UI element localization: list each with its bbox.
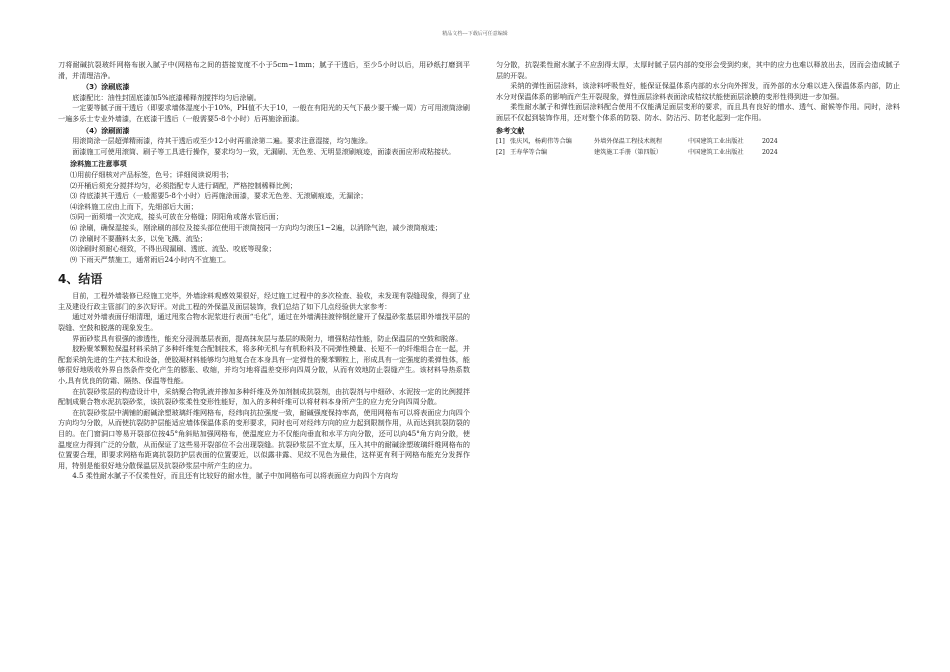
notes-heading: 涂料施工注意事项 — [70, 159, 127, 169]
note-item: ⑼ 下雨天严禁施工，通常雨后24小时内不宜施工。 — [70, 254, 231, 264]
reference-item — [496, 147, 900, 158]
reference-year: 2024 — [762, 138, 778, 146]
body-paragraph: 柔性耐水腻子和弹性面层涂料配合使用不仅能满足面层变形的要求，而且具有良好的憎水、透气、耐候等作用。同时，涂料面层不仅起到装饰作用，还对整个体系的防裂、防水、防沾污、防老化起到一定作用。 — [496, 102, 900, 122]
reference-number: [2] — [496, 149, 505, 157]
reference-publisher: 中国建筑工业出版社 — [688, 138, 744, 146]
references-heading: 参考文献 — [496, 125, 525, 135]
right-column — [496, 60, 900, 158]
reference-title: 建筑施工手册（第四版） — [594, 149, 663, 157]
topcoat-paragraph: 用滚筒涂一层超弹精雨漆，待其干透后或至少12小时再重涂第二遍。要求注意湿接，均匀施涂。 — [72, 136, 373, 146]
note-item: ⑷涂料施工应由上而下，先细部后大面； — [70, 201, 198, 211]
conclusion-paragraph: 4.5 柔性耐水腻子不仅柔性好，而且还有比较好的耐水性，腻子中加网格布可以将表面应力向四个方向均 — [72, 471, 398, 481]
conclusion-paragraph: 胶粉聚苯颗粒保温材料采纳了多种纤维复合配制技术，将多种无机与有机粉料及不同弹性模量、长短不一的纤维组合在一起，并配套采纳先进的生产技术和设备，使胶凝材料能够均匀地复合在本身具有一定弹性的聚苯颗粒上，形成具有一定强度的柔弹性体，能够很好地吸收外界自然条件变化产生的膨胀、收缩，并均匀地将温差变形向四周分散，从而有效地防止裂缝产生。该材料导热系数小,具有优良的防霜、隔热、保温等性能。 — [58, 344, 470, 386]
note-item: ⑶ 待底漆其干透后（一般需要5-8个小时）后再施涂面漆，要求无色差、无滚刷痕迹，无漏涂； — [70, 191, 368, 201]
primer-paragraph: 一定要等腻子面干透后（即要求墙体湿度小于10%，PH值不大于10，一般在有阳光的天气下最少要干燥一周）方可用滚筒涂刷一遍多乐士专业外墙漆，在底漆干透后（一般需要5-8个小时）后再施涂面漆。 — [58, 103, 470, 123]
note-item: ⑸同一面须墙一次完成，接头可放在分格缝；阴阳角或落水管后面； — [70, 212, 283, 222]
left-column — [58, 60, 470, 482]
subheading-primer: （3）涂刷底漆 — [82, 82, 130, 92]
conclusion-paragraph: 通过对外墙表面仔细清理，通过甩浆合物水泥浆进行表面“毛化”，通过在外墙满挂渡锌钢丝避开了保温砂浆基层即外墙找平层的裂缝、空鼓和脱落的现象发生。 — [58, 312, 470, 333]
intro-paragraph: 刀将耐碱抗裂玻纤网格布嵌入腻子中(网格布之间的搭接宽度不小于5cm~1mm；腻子干透后，至少5小时以后，用砂纸打磨到平滑，并清理洁净。 — [58, 60, 470, 80]
primer-paragraph: 底漆配比：油性封固底漆加5%底漆稀释剂搅拌均匀后涂刷。 — [72, 92, 261, 102]
reference-item — [496, 136, 900, 147]
conclusion-paragraph: 目前，工程外墙装修已经施工完毕，外墙涂料观感效果很好，经过施工过程中的多次检查、验收，未发现有裂缝现象，得到了业主及建设行政主管部门的多次好评。对此工程的外保温及面层装饰，我们总结了如下几点经验供大家参考： — [58, 291, 470, 311]
conclusion-paragraph: 在抗裂砂浆层中满铺的耐碱涂塑玻璃纤维网格布，经纬向抗拉强度一致，耐碱强度保持率高，使用网格布可以将表面应力向四个方向均匀分散，从而使抗裂防护层能适应墙体保温体系的变形要求，同时也可对经纬方向的应力起到限制作用，从而达到抗裂防裂的目的。在门窗洞口等易开裂部位按45°角斜贴加强网格布，使温度应力不仅能向垂直和水平方向分散，还可以向45°角方向分散，使温度应力得到广泛的分散，从而保证了这些易开裂部位不会出现裂缝。抗裂砂浆层不宜太厚，压入其中的耐碱涂塑玻璃纤维网格布的位置要合理，即要求网格布距离抗裂防护层表面的位置要近，以似露非露、见纹不见色为最佳，这样更有利于网格布能充分发挥作用，特别是能很好地分散保温层及抗裂砂浆层中所产生的应力。 — [58, 407, 470, 470]
reference-number: [1] — [496, 138, 505, 146]
topcoat-paragraph: 面漆施工可使用滚筒、刷子等工具进行操作，要求均匀一致，无漏刷、无色差、无明显滚刷痕迹，面漆表面应形成粘接状。 — [72, 146, 456, 156]
reference-publisher: 中国建筑工业出版社 — [688, 149, 744, 157]
reference-author: 张庆风，杨莉伟等合编 — [510, 138, 572, 146]
note-item: ⑴用前仔细核对产品标签，色号；详细阅读说明书； — [70, 169, 234, 179]
subheading-topcoat: （4）涂刷面漆 — [82, 125, 130, 135]
reference-title: 外墙外保温工程技术规程 — [594, 138, 663, 146]
note-item: ⑺ 涂刷时不要蘸料太多，以免飞溅、流坠； — [70, 233, 208, 243]
note-item: ⑻涂刷时须耐心细致，不得出现漏刷、透底、流坠、咬底等现象； — [70, 244, 276, 254]
body-paragraph: 匀分散，抗裂柔性耐水腻子不应刮得太厚，太厚时腻子层内部的变形会受到约束，其中的应力也难以释放出去，因而会造成腻子层的开裂。 — [496, 60, 900, 80]
note-item: ⑵开桶后须充分搅拌均匀，必须指配专人进行调配，严格控制稀释比例； — [70, 180, 297, 190]
body-paragraph: 采纳的弹性面层涂料，该涂料呼吸性好，能保证保温体系内部的水分向外挥发，而外部的水分难以进入保温体系内部，防止水分对保温体系的影响而产生开裂现象，弹性面层涂料表面涂成桔纹状能使面层涂膜的变形性得到进一步加强。 — [496, 81, 900, 101]
reference-year: 2024 — [762, 149, 778, 157]
reference-author: 王寿华等合编 — [510, 149, 548, 157]
conclusion-paragraph: 界面砂浆具有很强的渗透性，能充分浸润基层表面，提高抹灰层与基层的吸附力，增强粘结性能，防止保温层的空鼓和脱落。 — [72, 333, 463, 343]
conclusion-paragraph: 在抗裂砂浆层的构造设计中，采纳聚合物乳液并掺加多种纤维及外加剂制成抗裂剂，由抗裂剂与中细砂、水泥按一定的比例搅拌配制成聚合物水泥抗裂砂浆，该抗裂砂浆柔性变形性能好，加入的多种纤维可以将材料本身所产生的应力充分向四周分散。 — [58, 386, 470, 407]
page-header: 精品文档---下载后可任意编辑 — [442, 31, 508, 37]
note-item: ⑹ 涂刷，确保湿接头，刚涂刷的部位及接头部位使用干滚筒按同一方向均匀滚压1~2遍，以消除气泡，减少滚筒痕迹； — [70, 222, 442, 232]
section-title-conclusion: 4、结语 — [58, 272, 103, 287]
